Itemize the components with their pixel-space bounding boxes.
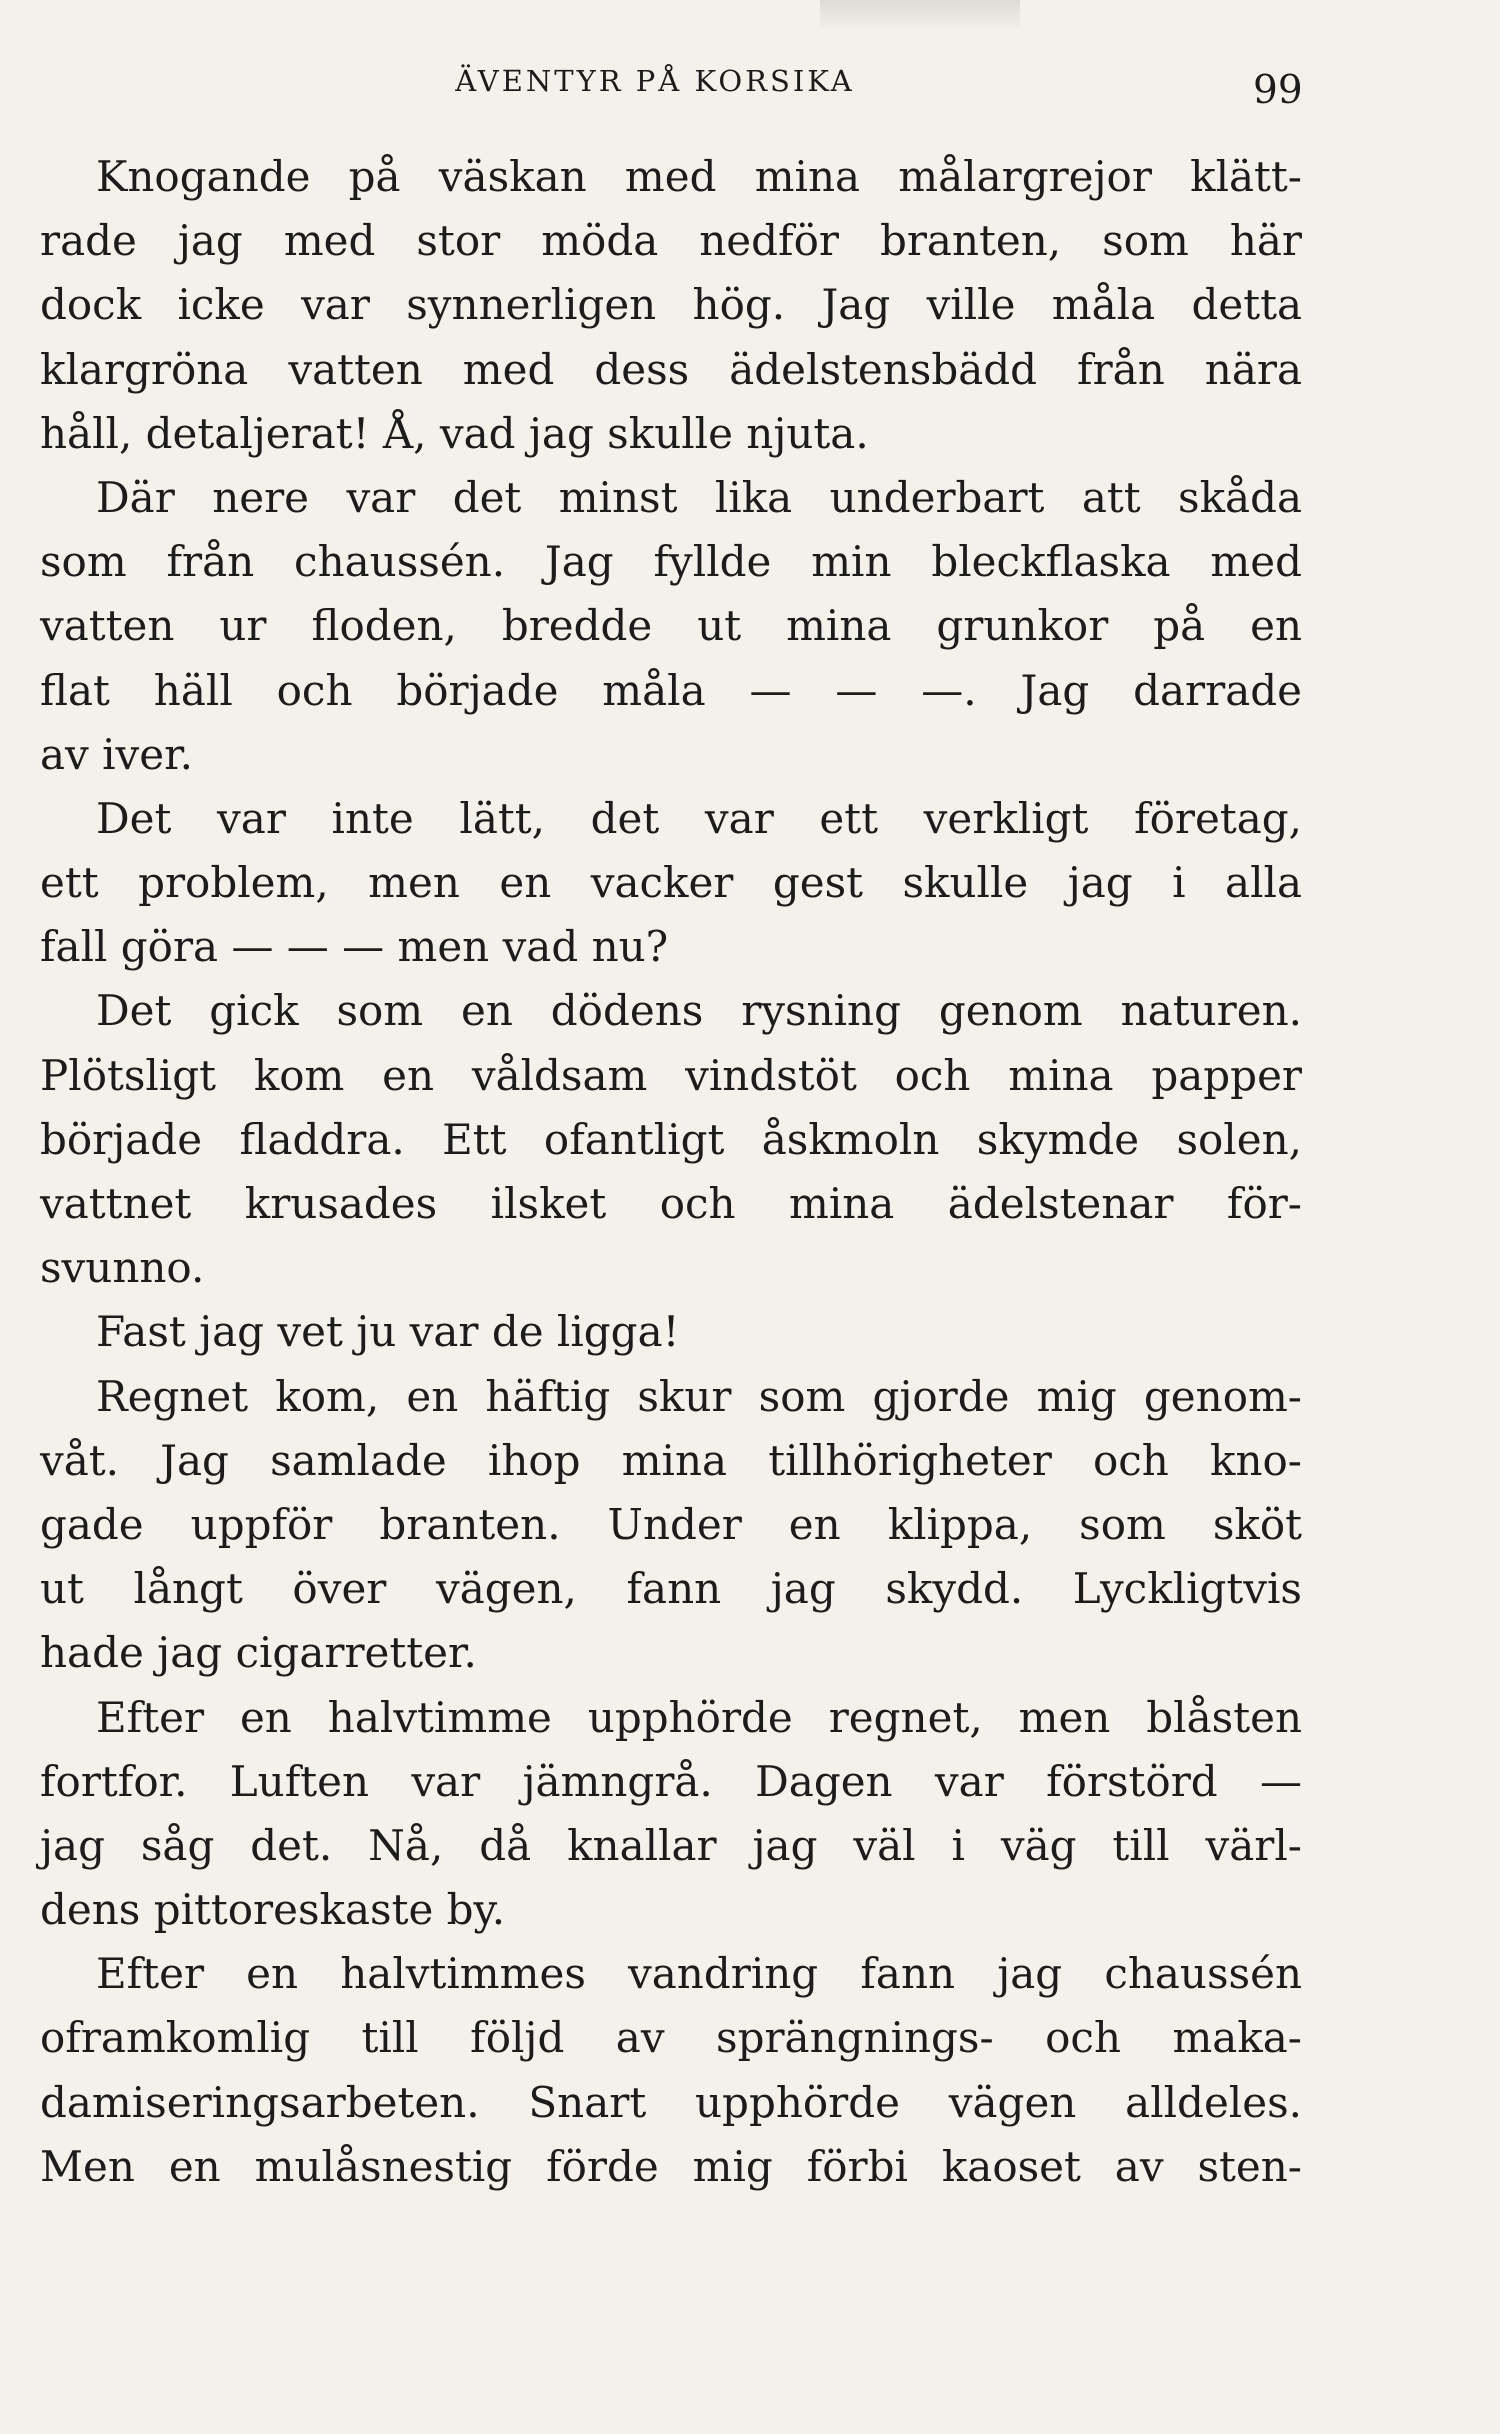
page-number: 99 [1253, 68, 1303, 113]
text-line: våt. Jag samlade ihop mina tillhörigheter och kno- [40, 1435, 1302, 1485]
text-line: dock icke var synnerligen hög. Jag ville måla detta [40, 280, 1302, 330]
text-line: vattnet krusades ilsket och mina ädelstenar för- [40, 1179, 1302, 1228]
text-line: som från chaussén. Jag fyllde min bleckflaska med [40, 537, 1302, 587]
text-line: började fladdra. Ett ofantligt åskmoln skymde solen, [40, 1114, 1302, 1164]
running-title: ÄVENTYR PÅ KORSIKA [455, 64, 855, 98]
text-line: Knogande på väskan med mina målargrejor klätt- [96, 152, 1302, 201]
text-line: Men en mulåsnestig förde mig förbi kaoset av sten- [40, 2141, 1302, 2191]
text-line: av iver. [40, 729, 193, 779]
text-line: oframkomlig till följd av sprängnings- och maka- [40, 2013, 1302, 2063]
text-line: Fast jag vet ju var de ligga! [96, 1307, 680, 1357]
text-line: håll, detaljerat! Å, vad jag skulle njuta. [40, 408, 869, 458]
text-line: ut långt över vägen, fann jag skydd. Lyckligtvis [40, 1564, 1302, 1614]
text-line: vatten ur floden, bredde ut mina grunkor på en [40, 601, 1302, 651]
text-line: Regnet kom, en häftig skur som gjorde mig genom- [96, 1371, 1302, 1421]
text-line: fall göra — — — men vad nu? [40, 922, 669, 972]
text-line: rade jag med stor möda nedför branten, som här [40, 216, 1302, 266]
text-line: fortfor. Luften var jämngrå. Dagen var förstörd — [40, 1756, 1302, 1806]
text-line: dens pittoreskaste by. [40, 1885, 506, 1935]
scan-shadow [820, 0, 1020, 32]
text-line: Det var inte lätt, det var ett verkligt företag, [96, 793, 1302, 843]
text-line: Det gick som en dödens rysning genom naturen. [96, 986, 1302, 1036]
text-line: hade jag cigarretter. [40, 1628, 477, 1678]
text-line: Efter en halvtimmes vandring fann jag chaussén [96, 1949, 1302, 1999]
text-line: Efter en halvtimme upphörde regnet, men blåsten [96, 1692, 1302, 1742]
text-line: Plötsligt kom en våldsam vindstöt och mina papper [40, 1050, 1302, 1100]
text-line: damiseringsarbeten. Snart upphörde vägen alldeles. [40, 2077, 1302, 2127]
text-line: klargröna vatten med dess ädelstensbädd från nära [40, 344, 1302, 394]
text-line: Där nere var det minst lika underbart att skåda [96, 472, 1302, 522]
text-line: svunno. [40, 1243, 205, 1293]
body-text [40, 145, 1302, 2199]
text-line: jag såg det. Nå, då knallar jag väl i väg till värl- [40, 1820, 1302, 1870]
text-line: ett problem, men en vacker gest skulle jag i alla [40, 858, 1302, 908]
text-line: flat häll och började måla — — —. Jag darrade [40, 665, 1302, 715]
text-line: gade uppför branten. Under en klippa, som sköt [40, 1499, 1302, 1549]
